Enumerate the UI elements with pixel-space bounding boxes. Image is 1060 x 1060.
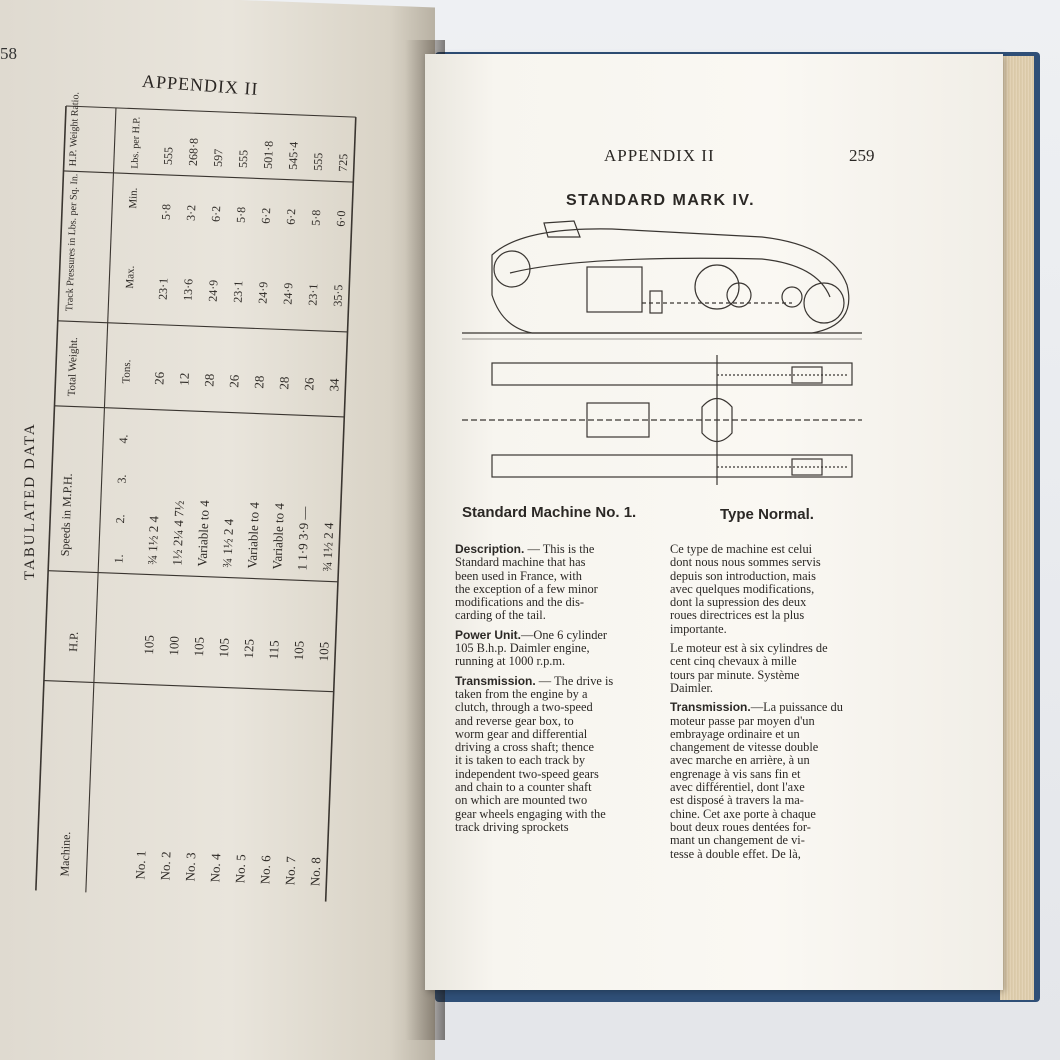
cell-weight: 12 (176, 372, 192, 387)
french-line: avec marche en arrière, à un (670, 753, 810, 768)
french-line: chine. Cet axe porte à chaque (670, 806, 816, 821)
english-column (455, 543, 653, 834)
french-column (670, 543, 875, 861)
cell-weight: 34 (326, 378, 342, 392)
header-track-max: Max. (124, 265, 137, 289)
cell-speeds: Variable to 4 (194, 499, 212, 567)
english-line: worm gear and differential (455, 726, 588, 741)
french-line: est disposé à travers la ma- (670, 793, 804, 808)
french-line: roues directrices est la plus (670, 608, 805, 623)
cell-weight: 28 (201, 373, 217, 387)
header-weight-unit: Tons. (120, 359, 134, 384)
cell-speeds: ¾ 1½ 2 4 (144, 515, 162, 565)
cell-track-max: 24·9 (205, 279, 221, 303)
cell-hp: 105 (141, 634, 157, 655)
english-line: running at 1000 r.p.m. (455, 654, 566, 669)
cell-track-max: 23·1 (155, 277, 171, 301)
heading-english: Standard Machine No. 1. (462, 504, 637, 521)
french-line: changement de vitesse double (670, 740, 819, 755)
cell-ratio: 545·4 (285, 141, 301, 171)
cell-hp: 115 (265, 640, 282, 660)
english-line: gear wheels engaging with the (455, 806, 606, 821)
english-line: Standard machine that has (455, 555, 586, 570)
cell-track-min: 6·2 (283, 208, 299, 225)
cell-ratio: 555 (235, 149, 251, 169)
cell-track-max: 24·9 (255, 281, 271, 304)
table-rule (86, 108, 116, 892)
english-line: driving a cross shaft; thence (455, 740, 595, 755)
header-speed-sub: 3. (114, 474, 129, 484)
cell-weight: 26 (301, 377, 317, 391)
table-rule (48, 571, 338, 582)
cell-hp: 105 (190, 636, 207, 657)
page-title: STANDARD MARK IV. (566, 192, 756, 209)
cell-weight: 26 (226, 374, 242, 388)
header-speed-sub: 4. (116, 434, 131, 444)
french-line: Daimler. (670, 680, 714, 695)
cell-machine: No. 5 (232, 854, 249, 884)
english-line: taken from the engine by a (455, 686, 588, 701)
right-page-number: 259 (849, 146, 875, 165)
table-rule (58, 321, 348, 332)
cell-speeds: 1 1·9 3·9 — (294, 506, 312, 571)
cell-weight: 28 (276, 376, 292, 390)
cell-ratio: 597 (210, 148, 226, 168)
heading-french: Type Normal. (720, 506, 814, 523)
table-rule (66, 106, 356, 117)
english-line: Transmission. — The drive is (455, 673, 614, 688)
cell-ratio: 501·8 (260, 140, 276, 170)
cell-ratio: 268·8 (185, 137, 201, 167)
cell-ratio: 725 (335, 153, 351, 172)
left-track (492, 363, 852, 385)
french-line: dont nous nous sommes servis (670, 555, 821, 570)
cell-hp: 105 (315, 641, 332, 662)
hull-inner (510, 258, 830, 297)
cell-track-min: 6·2 (258, 207, 274, 225)
cell-speeds: ¾ 1½ 2 4 (319, 522, 337, 572)
left-appendix-heading: APPENDIX II (141, 70, 260, 100)
idler-wheel (494, 251, 530, 287)
english-line: the exception of a few minor (455, 581, 598, 596)
english-line: clutch, through a two-speed (455, 700, 593, 715)
cell-machine: No. 3 (182, 852, 199, 882)
cell-track-min: 5·8 (158, 203, 174, 221)
english-line: independent two-speed gears (455, 766, 599, 781)
cell-track-max: 23·1 (305, 283, 321, 306)
english-line: on which are mounted two (455, 793, 588, 808)
cell-machine: No. 7 (282, 856, 299, 886)
french-line: avec quelques modifications, (670, 581, 815, 596)
cell-machine: No. 2 (157, 851, 174, 881)
english-line: and reverse gear box, to (455, 713, 574, 728)
cell-track-min: 5·8 (308, 209, 324, 226)
gear-wheel-rear (782, 287, 802, 307)
cell-machine: No. 8 (307, 856, 324, 887)
cell-track-max: 13·6 (180, 278, 196, 302)
cell-weight: 26 (151, 371, 167, 386)
cell-hp: 100 (165, 635, 182, 656)
cell-hp: 105 (290, 640, 307, 661)
english-line: and chain to a counter shaft (455, 780, 592, 795)
header-hp: H.P. (66, 631, 81, 652)
cell-machine: No. 6 (257, 855, 274, 885)
engine-block (587, 267, 642, 312)
french-line: tours par minute. Système (670, 667, 800, 682)
french-line: importante. (670, 621, 727, 636)
cell-speeds: 1½ 2¼ 4 7½ (169, 500, 187, 566)
right-track (492, 455, 852, 477)
cell-track-max: 24·9 (280, 282, 296, 305)
header-total-weight: Total Weight. (65, 337, 81, 397)
cab (544, 221, 580, 237)
cell-hp: 105 (215, 637, 232, 658)
right-appendix-heading: APPENDIX II (604, 146, 715, 165)
table-rule (44, 681, 334, 692)
header-ratio-unit: Lbs. per H.P. (129, 116, 143, 169)
cell-speeds: Variable to 4 (244, 501, 262, 569)
french-line: cent cinq chevaux à mille (670, 654, 797, 669)
french-line: moteur passe par moyen d'un (670, 713, 815, 728)
sprocket-wheel (804, 283, 844, 323)
french-line: avec différentiel, dont l'axe (670, 780, 805, 795)
french-line: bout deux roues dentées for- (670, 819, 811, 834)
french-line: dont la supression des deux (670, 595, 807, 610)
english-line: been used in France, with (455, 568, 582, 583)
french-line: embrayage ordinaire et un (670, 726, 800, 741)
french-line: mant un changement de vi- (670, 833, 805, 848)
english-line: carding of the tail. (455, 608, 546, 623)
cell-ratio: 555 (310, 152, 326, 171)
cell-weight: 28 (251, 375, 267, 389)
table-rule (54, 406, 344, 417)
cell-track-min: 3·2 (183, 204, 199, 222)
french-line: Transmission.—La puissance du (670, 700, 843, 715)
hull-outline (492, 229, 849, 333)
cell-speeds: ¾ 1½ 2 4 (219, 518, 237, 568)
table-rule (64, 171, 354, 182)
french-line: engrenage à vis sans fin et (670, 766, 801, 781)
side-title: TABULATED DATA (22, 422, 38, 580)
cell-speeds: Variable to 4 (269, 502, 287, 570)
cell-machine: No. 1 (132, 850, 149, 880)
cell-track-min: 5·8 (233, 206, 249, 224)
header-track-min: Min. (127, 187, 140, 209)
header-speed-sub: 1. (111, 554, 126, 564)
cell-hp: 125 (240, 638, 257, 659)
cell-ratio: 555 (160, 146, 176, 166)
english-line: Description. — This is the (455, 542, 595, 556)
french-line: depuis son introduction, mais (670, 568, 816, 583)
table-rule (326, 117, 356, 901)
header-track-pressures: Track Pressures in Lbs. per Sq. In. (64, 173, 81, 312)
gearbox (650, 291, 662, 313)
cell-track-min: 6·2 (208, 205, 224, 223)
cell-machine: No. 4 (207, 853, 224, 883)
english-line: modifications and the dis- (455, 595, 585, 610)
english-line: 105 B.h.p. Daimler engine, (455, 641, 590, 656)
cell-track-min: 6·0 (333, 210, 349, 227)
english-line: Power Unit.—One 6 cylinder (455, 627, 608, 642)
header-speeds: Speeds in M.P.H. (57, 473, 75, 557)
cell-track-max: 35·5 (330, 284, 346, 307)
header-machine: Machine. (57, 831, 74, 877)
cell-track-max: 23·1 (230, 280, 246, 304)
french-line: Ce type de machine est celui (670, 542, 813, 556)
gear-wheel-large (695, 265, 739, 309)
french-line: Le moteur est à six cylindres de (670, 641, 828, 656)
header-hp-weight: H.P. Weight Ratio. (67, 91, 82, 167)
english-line: track driving sprockets (455, 819, 569, 834)
tank-drawing (462, 215, 862, 485)
french-line: tesse à double effet. De là, (670, 846, 801, 861)
header-speed-sub: 2. (113, 514, 128, 524)
left-page-number: 58 (0, 44, 17, 63)
english-line: it is taken to each track by (455, 753, 586, 768)
